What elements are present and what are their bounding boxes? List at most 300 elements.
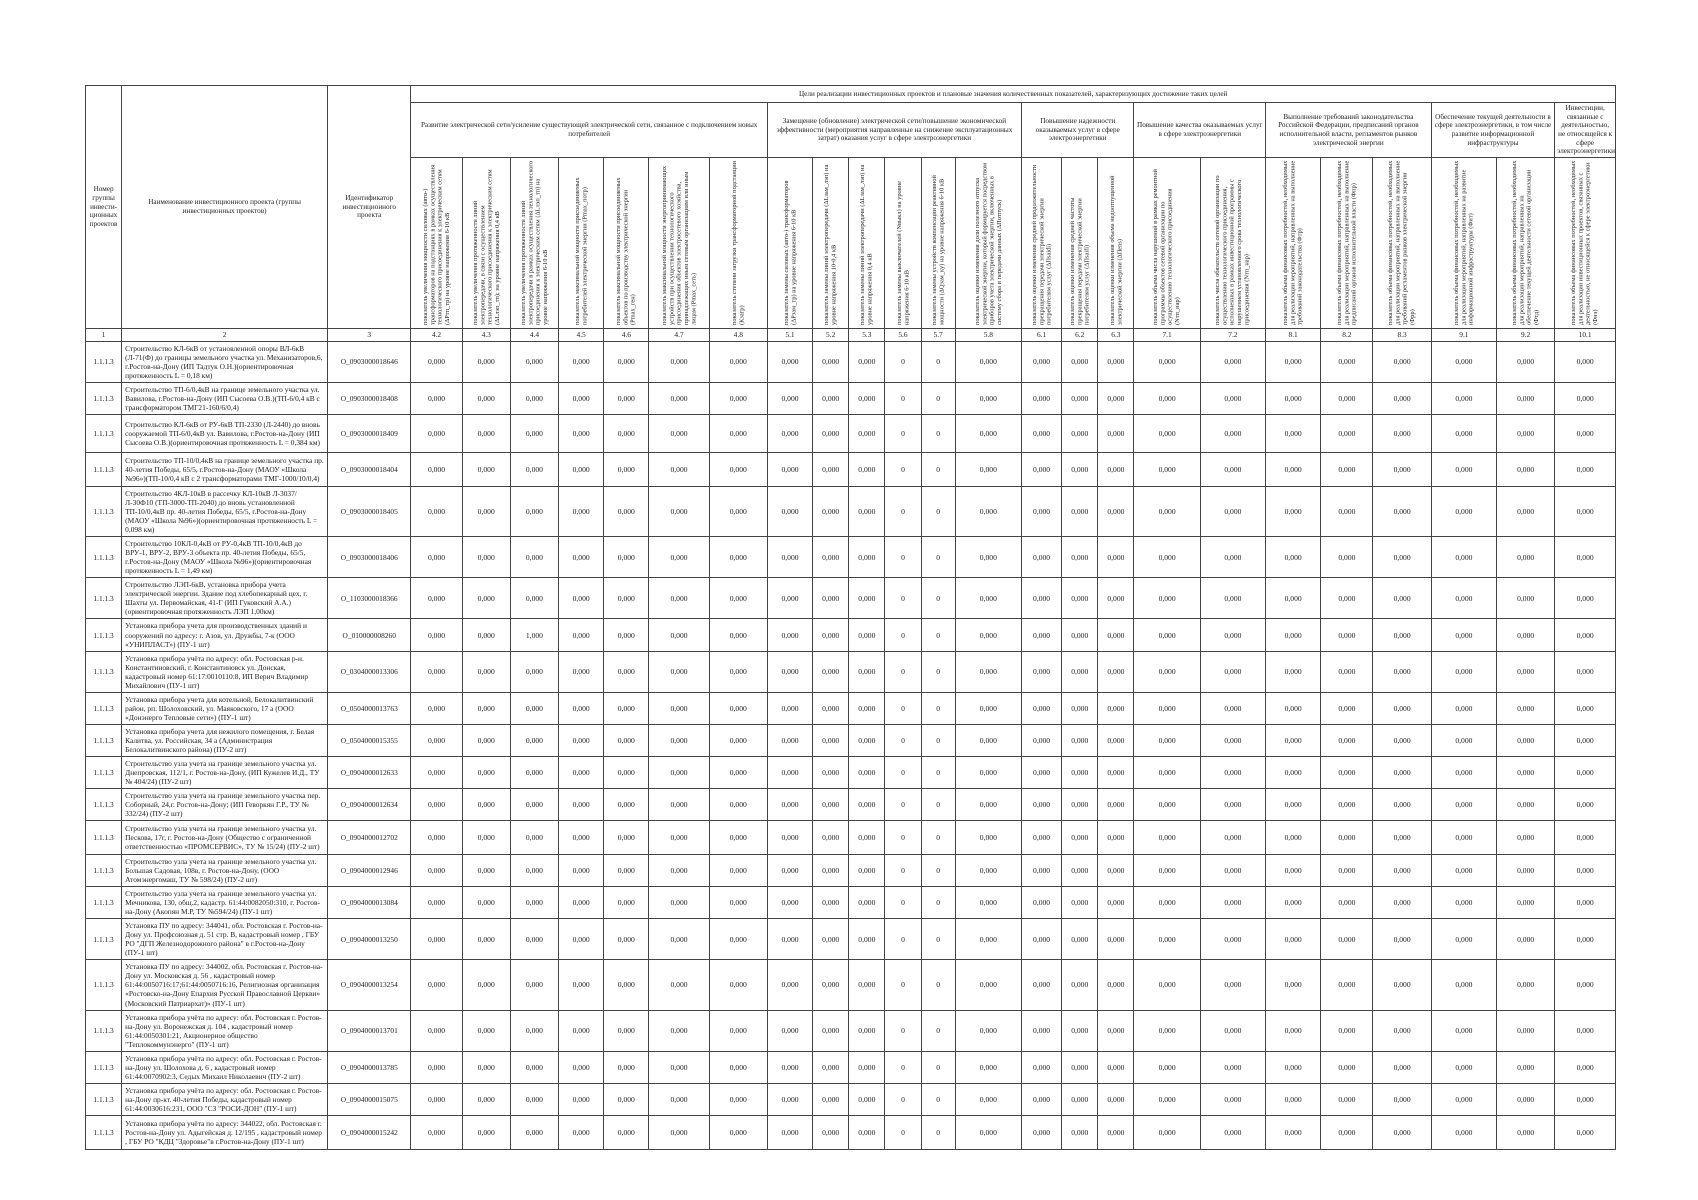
indicator-value-cell: 0 — [921, 756, 955, 788]
indicator-value-cell: 0,000 — [1373, 1115, 1431, 1149]
indicator-value-cell: 0,000 — [709, 1083, 767, 1115]
indicator-value-cell: 0,000 — [1555, 578, 1616, 619]
project-id-cell: О_0904000012633 — [328, 756, 411, 788]
indicator-value-cell: 0 — [885, 756, 921, 788]
indicator-value-cell: 0,000 — [510, 1051, 558, 1083]
indicator-value-cell: 0,000 — [1555, 756, 1616, 788]
indicator-value-cell: 0,000 — [1555, 692, 1616, 724]
indicator-value-cell: 0,000 — [849, 487, 885, 537]
indicator-value-cell: 0,000 — [1373, 382, 1431, 414]
indicator-value-cell: 0,000 — [1373, 821, 1431, 855]
indicator-value-cell: 0,000 — [849, 619, 885, 651]
indicator-value-cell: 0 — [921, 960, 955, 1010]
indicator-value-cell: 0,000 — [649, 724, 709, 756]
indicator-value-cell: 0,000 — [411, 578, 462, 619]
indicator-value-cell: 0,000 — [1021, 821, 1061, 855]
indicator-value-cell: 0,000 — [1497, 887, 1555, 919]
indicator-value-cell: 0,000 — [1021, 724, 1061, 756]
indicator-value-cell: 0,000 — [1266, 578, 1321, 619]
indicator-value-cell: 0,000 — [1431, 453, 1496, 487]
indicator-value-cell: 0,000 — [955, 919, 1021, 960]
indicator-value-cell: 0 — [885, 382, 921, 414]
indicator-value-cell: 0,000 — [813, 1010, 849, 1051]
indicator-value-cell: 0,000 — [649, 1115, 709, 1149]
indicator-value-cell: 0,000 — [604, 415, 649, 453]
indicator-label: показатель максимальной мощности присоединяемых потребителей электрической энергии (Pmax_потр) — [573, 177, 589, 326]
indicator-value-cell: 0,000 — [559, 453, 604, 487]
table-row — [86, 578, 1616, 619]
indicator-value-cell: 0,000 — [849, 341, 885, 382]
column-number: 5.2 — [813, 328, 849, 341]
group-number-cell: 1.1.1.3 — [86, 1051, 122, 1083]
indicator-value-cell: 0,000 — [1200, 821, 1265, 855]
indicator-value-cell: 0,000 — [1134, 415, 1200, 453]
group-number-cell: 1.1.1.3 — [86, 382, 122, 414]
indicator-header — [1134, 157, 1200, 328]
indicator-value-cell: 0,000 — [1098, 887, 1134, 919]
indicator-value-cell: 0,000 — [604, 855, 649, 887]
indicator-value-cell: 0,000 — [1266, 756, 1321, 788]
table-row — [86, 341, 1616, 382]
group-number-cell: 1.1.1.3 — [86, 960, 122, 1010]
indicator-value-cell: 0,000 — [1134, 919, 1200, 960]
indicator-value-cell: 0,000 — [1062, 692, 1098, 724]
indicator-value-cell: 0,000 — [1134, 1051, 1200, 1083]
indicator-value-cell: 0 — [921, 382, 955, 414]
indicator-value-cell: 0,000 — [1134, 1010, 1200, 1051]
project-id-cell: О_0904000013250 — [328, 919, 411, 960]
column-number: 1 — [86, 328, 122, 341]
indicator-value-cell: 0,000 — [1021, 651, 1061, 692]
indicator-value-cell: 0 — [885, 1115, 921, 1149]
indicator-value-cell: 0,000 — [709, 619, 767, 651]
indicator-value-cell: 0,000 — [849, 692, 885, 724]
indicator-value-cell: 0,000 — [1098, 788, 1134, 820]
indicator-value-cell: 0,000 — [709, 578, 767, 619]
indicator-value-cell: 0,000 — [1431, 855, 1496, 887]
column-number: 7.2 — [1200, 328, 1265, 341]
indicator-value-cell: 0,000 — [510, 887, 558, 919]
indicator-value-cell: 0,000 — [1431, 919, 1496, 960]
indicator-value-cell: 0,000 — [955, 487, 1021, 537]
indicator-value-cell: 0,000 — [1134, 341, 1200, 382]
indicator-value-cell: 0,000 — [1062, 619, 1098, 651]
indicator-value-cell: 0,000 — [1321, 855, 1373, 887]
indicator-value-cell: 0,000 — [510, 756, 558, 788]
indicator-value-cell: 0,000 — [1098, 692, 1134, 724]
indicator-value-cell: 0,000 — [510, 692, 558, 724]
table-row — [86, 960, 1616, 1010]
indicator-value-cell: 0,000 — [1266, 960, 1321, 1010]
project-name-cell: Установка прибора учета для нежилого помещения, г. Белая Калитва, ул. Российская, 34 а (Администрация Белокалитвинского района) (ПУ-2 шт) — [122, 724, 328, 756]
indicator-value-cell: 0,000 — [767, 537, 812, 578]
indicator-value-cell: 0,000 — [1021, 1010, 1061, 1051]
indicator-value-cell: 0,000 — [1134, 855, 1200, 887]
indicator-value-cell: 0,000 — [1431, 487, 1496, 537]
indicator-value-cell: 0,000 — [649, 341, 709, 382]
indicator-value-cell: 0,000 — [1062, 487, 1098, 537]
indicator-value-cell: 0,000 — [604, 537, 649, 578]
table-row — [86, 1010, 1616, 1051]
table-row — [86, 1083, 1616, 1115]
indicator-value-cell: 0,000 — [1134, 788, 1200, 820]
indicator-value-cell: 0,000 — [1266, 1083, 1321, 1115]
indicator-value-cell: 0,000 — [604, 382, 649, 414]
group-number-cell: 1.1.1.3 — [86, 692, 122, 724]
indicator-value-cell: 0,000 — [1266, 788, 1321, 820]
header-group-number: Номер группы инвести-ционных проектов — [86, 86, 122, 329]
project-name-cell: Строительство узла учета на границе земельного участка ул. Большая Садовая, 108в, г. Ростов-на-Дону, (ООО Атомэнергомаш, ТУ № 598/24) (ПУ-2 шт) — [122, 855, 328, 887]
indicator-value-cell: 0,000 — [1555, 341, 1616, 382]
indicator-value-cell: 0,000 — [1321, 1083, 1373, 1115]
indicator-value-cell: 0,000 — [604, 453, 649, 487]
project-id-cell: О_0903000018405 — [328, 487, 411, 537]
indicator-value-cell: 0,000 — [1062, 887, 1098, 919]
column-number: 6.2 — [1062, 328, 1098, 341]
project-id-cell: О_0903000018409 — [328, 415, 411, 453]
indicator-value-cell: 0,000 — [1431, 821, 1496, 855]
indicator-value-cell: 0,000 — [1497, 919, 1555, 960]
indicator-value-cell: 0,000 — [1062, 415, 1098, 453]
indicator-value-cell: 0,000 — [411, 1010, 462, 1051]
indicator-value-cell: 0,000 — [1062, 578, 1098, 619]
indicator-value-cell: 0,000 — [462, 341, 510, 382]
indicator-value-cell: 0,000 — [1497, 578, 1555, 619]
indicator-value-cell: 0,000 — [849, 788, 885, 820]
indicator-value-cell: 0,000 — [849, 1051, 885, 1083]
table-row — [86, 415, 1616, 453]
indicator-value-cell: 0,000 — [510, 855, 558, 887]
indicator-value-cell: 0,000 — [1373, 341, 1431, 382]
group-number-cell: 1.1.1.3 — [86, 578, 122, 619]
indicator-value-cell: 0,000 — [411, 487, 462, 537]
indicator-value-cell: 0,000 — [1098, 619, 1134, 651]
indicator-label: показатель максимальной мощности присоединяемых объектов по производству электрической энергии (Pmax_ген) — [615, 177, 637, 326]
indicator-header — [767, 157, 812, 328]
indicator-value-cell: 0,000 — [1555, 724, 1616, 756]
indicator-value-cell: 0 — [921, 788, 955, 820]
indicator-value-cell: 0,000 — [649, 619, 709, 651]
indicator-value-cell: 0,000 — [1321, 415, 1373, 453]
indicator-value-cell: 0,000 — [559, 788, 604, 820]
indicator-value-cell: 0,000 — [767, 887, 812, 919]
indicator-value-cell: 0,000 — [1134, 453, 1200, 487]
project-id-cell: О_0904000013254 — [328, 960, 411, 1010]
indicator-value-cell: 0,000 — [510, 1010, 558, 1051]
indicator-value-cell: 0,000 — [559, 537, 604, 578]
indicator-value-cell: 0,000 — [1098, 382, 1134, 414]
section-header: Повышение надежности оказываемых услуг в сфере электроэнергетики — [1021, 103, 1133, 158]
indicator-value-cell: 0,000 — [1021, 382, 1061, 414]
indicator-value-cell: 0,000 — [462, 537, 510, 578]
indicator-value-cell: 0,000 — [559, 855, 604, 887]
indicator-value-cell: 0 — [885, 724, 921, 756]
project-name-cell: Строительство узла учета на границе земельного участка ул. Мечникова, 130, общ.2, кадастр. 61:44:0082050:310, г. Ростов-на-Дону (Акопян М.Р, ТУ №594/24) (ПУ-1 шт) — [122, 887, 328, 919]
indicator-value-cell: 0,000 — [767, 578, 812, 619]
group-number-cell: 1.1.1.3 — [86, 1010, 122, 1051]
indicator-value-cell: 0,000 — [510, 651, 558, 692]
column-number: 5.7 — [921, 328, 955, 341]
indicator-value-cell: 0,000 — [767, 692, 812, 724]
indicator-value-cell: 0,000 — [411, 887, 462, 919]
indicator-header — [709, 157, 767, 328]
column-number: 9.2 — [1497, 328, 1555, 341]
indicator-value-cell: 0,000 — [813, 887, 849, 919]
indicator-value-cell: 0,000 — [1373, 537, 1431, 578]
indicator-header — [1373, 157, 1431, 328]
indicator-value-cell: 0,000 — [1497, 1083, 1555, 1115]
indicator-value-cell: 0 — [885, 887, 921, 919]
section-header: Обеспечение текущей деятельности в сфере электроэнергетики, в том числе развитие информационной инфраструктуры — [1431, 103, 1555, 158]
indicator-value-cell: 0,000 — [1373, 1010, 1431, 1051]
indicator-value-cell: 0,000 — [604, 578, 649, 619]
project-id-cell: О_0904000013084 — [328, 887, 411, 919]
indicator-value-cell: 0,000 — [1098, 855, 1134, 887]
indicator-value-cell: 0,000 — [1373, 487, 1431, 537]
indicator-value-cell: 0,000 — [1098, 537, 1134, 578]
indicator-value-cell: 0 — [921, 724, 955, 756]
indicator-value-cell: 0,000 — [1134, 651, 1200, 692]
indicator-value-cell: 0,000 — [849, 756, 885, 788]
indicator-value-cell: 0,000 — [604, 341, 649, 382]
column-number: 2 — [122, 328, 328, 341]
indicator-value-cell: 0,000 — [510, 382, 558, 414]
indicator-value-cell: 0,000 — [604, 651, 649, 692]
indicator-value-cell: 0,000 — [411, 756, 462, 788]
indicator-value-cell: 0,000 — [411, 453, 462, 487]
indicator-value-cell: 0,000 — [649, 1083, 709, 1115]
indicator-value-cell: 0,000 — [1021, 619, 1061, 651]
indicator-value-cell: 0,000 — [1200, 788, 1265, 820]
indicator-value-cell: 0,000 — [604, 692, 649, 724]
indicator-value-cell: 0,000 — [1062, 788, 1098, 820]
indicator-value-cell: 0,000 — [649, 453, 709, 487]
indicator-value-cell: 0,000 — [1098, 341, 1134, 382]
group-number-cell: 1.1.1.3 — [86, 756, 122, 788]
project-name-cell: Установка прибора учёта по адресу: обл. Ростовская г. Ростов-на-Дону пр-кт. 40-летия Победы, кадастровый номер 61:44:0030616:231, ООО "СЗ "РОСИ-ДОН" (ПУ-1 шт) — [122, 1083, 328, 1115]
indicator-value-cell: 0,000 — [1134, 537, 1200, 578]
indicator-value-cell: 0,000 — [1021, 887, 1061, 919]
indicator-value-cell: 0,000 — [1098, 821, 1134, 855]
project-id-cell: О_0904000015242 — [328, 1115, 411, 1149]
indicator-value-cell: 0,000 — [1497, 1010, 1555, 1051]
project-id-cell: О_0904000013701 — [328, 1010, 411, 1051]
indicator-value-cell: 0,000 — [1321, 821, 1373, 855]
indicator-value-cell: 0,000 — [1321, 453, 1373, 487]
indicator-value-cell: 0,000 — [1062, 960, 1098, 1010]
table-row — [86, 724, 1616, 756]
indicator-value-cell: 0,000 — [1098, 960, 1134, 1010]
indicator-value-cell: 0,000 — [709, 1115, 767, 1149]
column-number: 3 — [328, 328, 411, 341]
indicator-value-cell: 0,000 — [1555, 919, 1616, 960]
indicator-value-cell: 0,000 — [1098, 415, 1134, 453]
indicator-value-cell: 0,000 — [955, 619, 1021, 651]
indicator-value-cell: 0,000 — [1373, 578, 1431, 619]
indicator-value-cell: 0,000 — [1134, 960, 1200, 1010]
indicator-value-cell: 0 — [885, 919, 921, 960]
indicator-value-cell: 0,000 — [1497, 855, 1555, 887]
indicator-value-cell: 0,000 — [411, 415, 462, 453]
table-row — [86, 382, 1616, 414]
project-id-cell: О_1103000018366 — [328, 578, 411, 619]
indicator-value-cell: 0,000 — [813, 453, 849, 487]
indicator-value-cell: 0,000 — [604, 487, 649, 537]
indicator-value-cell: 0,000 — [559, 724, 604, 756]
indicator-value-cell: 0 — [885, 619, 921, 651]
indicator-value-cell: 0,000 — [1497, 1115, 1555, 1149]
indicator-value-cell: 0,000 — [709, 887, 767, 919]
indicator-value-cell: 0,000 — [1555, 1010, 1616, 1051]
column-number: 7.1 — [1134, 328, 1200, 341]
indicator-value-cell: 0,000 — [1098, 756, 1134, 788]
column-number: 4.4 — [510, 328, 558, 341]
table-row — [86, 537, 1616, 578]
indicator-value-cell: 0,000 — [1373, 1083, 1431, 1115]
indicator-value-cell: 0,000 — [462, 887, 510, 919]
indicator-value-cell: 0,000 — [1098, 651, 1134, 692]
indicator-value-cell: 0,000 — [709, 1051, 767, 1083]
column-number: 5.6 — [885, 328, 921, 341]
indicator-value-cell: 0,000 — [1200, 382, 1265, 414]
indicator-value-cell: 0,000 — [813, 1083, 849, 1115]
indicator-value-cell: 0,000 — [1373, 960, 1431, 1010]
indicator-value-cell: 0,000 — [849, 651, 885, 692]
indicator-value-cell: 0,000 — [604, 1051, 649, 1083]
column-number: 4.3 — [462, 328, 510, 341]
project-id-cell: О_0904000015075 — [328, 1083, 411, 1115]
indicator-value-cell: 0,000 — [649, 919, 709, 960]
group-number-cell: 1.1.1.3 — [86, 788, 122, 820]
indicator-value-cell: 0,000 — [1431, 341, 1496, 382]
project-id-cell: О_0904000012634 — [328, 788, 411, 820]
indicator-value-cell: 0,000 — [1134, 1115, 1200, 1149]
indicator-value-cell: 0,000 — [955, 382, 1021, 414]
indicator-value-cell: 0,000 — [1321, 919, 1373, 960]
indicator-value-cell: 0,000 — [510, 453, 558, 487]
indicator-value-cell: 0,000 — [1555, 788, 1616, 820]
indicator-value-cell: 0,000 — [849, 415, 885, 453]
indicator-value-cell: 0 — [921, 1051, 955, 1083]
indicator-value-cell: 0,000 — [1431, 415, 1496, 453]
indicator-value-cell: 0,000 — [1266, 382, 1321, 414]
indicator-value-cell: 0,000 — [1321, 788, 1373, 820]
indicator-value-cell: 0,000 — [559, 619, 604, 651]
indicator-value-cell: 0,000 — [813, 537, 849, 578]
indicator-value-cell: 0,000 — [813, 756, 849, 788]
indicator-value-cell: 0,000 — [604, 887, 649, 919]
project-id-cell: О_0504000013763 — [328, 692, 411, 724]
indicator-value-cell: 0,000 — [1373, 453, 1431, 487]
project-name-cell: Установка прибора учета для производственных зданий и сооружений по адресу: г. Азов, ул. Дружбы, 7-к (ООО «УНИПЛАСТ») (ПУ-1 шт) — [122, 619, 328, 651]
indicator-value-cell: 0,000 — [1200, 855, 1265, 887]
column-number: 5.3 — [849, 328, 885, 341]
indicator-value-cell: 0,000 — [1321, 1115, 1373, 1149]
indicator-value-cell: 0,000 — [813, 415, 849, 453]
indicator-value-cell: 0,000 — [411, 855, 462, 887]
indicator-value-cell: 0,000 — [1200, 651, 1265, 692]
indicator-value-cell: 0,000 — [1321, 537, 1373, 578]
indicator-value-cell: 0,000 — [1021, 919, 1061, 960]
indicator-value-cell: 0,000 — [604, 1010, 649, 1051]
indicator-value-cell: 0,000 — [1321, 487, 1373, 537]
indicator-value-cell: 0,000 — [1321, 1051, 1373, 1083]
indicator-value-cell: 0,000 — [709, 756, 767, 788]
indicator-value-cell: 0,000 — [767, 1010, 812, 1051]
indicator-value-cell: 0,000 — [1134, 578, 1200, 619]
table-row — [86, 453, 1616, 487]
indicator-value-cell: 0 — [885, 578, 921, 619]
indicator-value-cell: 0,000 — [1062, 821, 1098, 855]
indicator-value-cell: 0,000 — [1431, 887, 1496, 919]
section-header: Инвестиции, связанные с деятельностью, не относящейся к сфере электроэнергетики — [1555, 103, 1616, 158]
indicator-label: показатель увеличения протяженности линий электропередачи, в связи с осуществлением технологического присоединения к электрическим сетям (ΔLлэп_тп); на уровне напряжения 0,4 кВ — [471, 169, 501, 326]
indicator-value-cell: 0 — [921, 651, 955, 692]
project-id-cell: О_0903000018406 — [328, 537, 411, 578]
indicator-value-cell: 0,000 — [709, 453, 767, 487]
indicator-value-cell: 0,000 — [813, 341, 849, 382]
indicator-value-cell: 0,000 — [1373, 724, 1431, 756]
project-id-cell: О_0904000012946 — [328, 855, 411, 887]
indicator-value-cell: 0,000 — [1200, 1115, 1265, 1149]
indicator-value-cell: 0,000 — [604, 756, 649, 788]
indicator-value-cell: 0,000 — [955, 855, 1021, 887]
indicator-value-cell: 0,000 — [462, 578, 510, 619]
indicator-value-cell: 0,000 — [1497, 619, 1555, 651]
indicator-value-cell: 0,000 — [1134, 756, 1200, 788]
indicator-value-cell: 0,000 — [1200, 537, 1265, 578]
indicator-value-cell: 0,000 — [1321, 960, 1373, 1010]
indicator-value-cell: 0,000 — [1431, 537, 1496, 578]
indicator-value-cell: 0,000 — [510, 788, 558, 820]
indicator-value-cell: 0,000 — [1266, 821, 1321, 855]
indicator-value-cell: 0,000 — [709, 382, 767, 414]
indicator-value-cell: 0,000 — [1555, 382, 1616, 414]
indicator-value-cell: 0,000 — [559, 1010, 604, 1051]
indicator-value-cell: 0,000 — [510, 537, 558, 578]
column-number: 5.8 — [955, 328, 1021, 341]
section-header: Замещение (обновление) электрической сети/повышение экономической эффективности (мероприятия направленные на снижение эксплуатационных затрат) оказания услуг в сфере электроэнергетики — [767, 103, 1021, 158]
indicator-value-cell: 0,000 — [767, 960, 812, 1010]
indicator-value-cell: 0,000 — [559, 382, 604, 414]
indicator-value-cell: 0,000 — [1555, 651, 1616, 692]
investment-projects-table — [85, 85, 1616, 1150]
indicator-value-cell: 0,000 — [510, 578, 558, 619]
indicator-value-cell: 0,000 — [1021, 1083, 1061, 1115]
indicator-value-cell: 0,000 — [767, 788, 812, 820]
indicator-value-cell: 0,000 — [709, 1010, 767, 1051]
table-row — [86, 487, 1616, 537]
indicator-value-cell: 0,000 — [1098, 487, 1134, 537]
indicator-label: показатель степени загрузки трансформаторной подстанции (Кзагр) — [730, 161, 746, 326]
indicator-value-cell: 0,000 — [1200, 692, 1265, 724]
indicator-value-cell: 0,000 — [1321, 578, 1373, 619]
group-number-cell: 1.1.1.3 — [86, 415, 122, 453]
indicator-value-cell: 0 — [885, 415, 921, 453]
indicator-value-cell: 0 — [885, 453, 921, 487]
indicator-value-cell: 0,000 — [813, 855, 849, 887]
indicator-value-cell: 0 — [921, 692, 955, 724]
indicator-value-cell: 0,000 — [462, 692, 510, 724]
indicator-value-cell: 0,000 — [767, 382, 812, 414]
indicator-value-cell: 0,000 — [849, 919, 885, 960]
project-id-cell: О_0904000012702 — [328, 821, 411, 855]
indicator-value-cell: 0,000 — [1062, 1010, 1098, 1051]
indicator-value-cell: 0,000 — [955, 1010, 1021, 1051]
indicator-value-cell: 0,000 — [1062, 651, 1098, 692]
indicator-value-cell: 0,000 — [955, 692, 1021, 724]
indicator-value-cell: 0,000 — [813, 382, 849, 414]
